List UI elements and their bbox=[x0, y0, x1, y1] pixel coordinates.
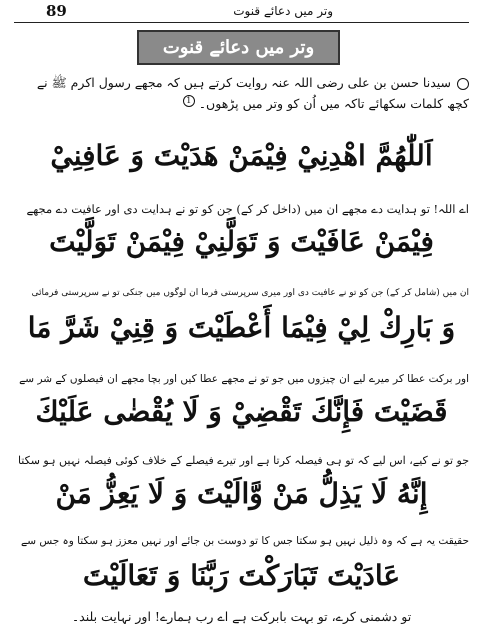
header-divider bbox=[14, 22, 469, 23]
urdu-translation-4: جو تو نے کیے، اس لیے کہ تو ہی فیصلہ کرتا ہے اور تیرے فیصلے کے خلاف کوئی فیصلہ نہیں ہو سکتا bbox=[17, 454, 469, 467]
running-title: وتر میں دعائے قنوت bbox=[233, 4, 333, 18]
section-title-box bbox=[137, 30, 340, 65]
arabic-line-1: اَللّٰهُمَّ اهْدِنِيْ فِيْمَنْ هَدَيْتَ وَ عَافِنِيْ bbox=[50, 139, 433, 172]
urdu-translation-6: تو دشمنی کرے، تو بہت بابرکت ہے اے رب ہمارے! اور نہایت بلند۔ bbox=[71, 609, 412, 624]
urdu-translation-2: ان میں (شامل کر کے) جن کو تو نے عافیت دی اور میری سرپرستی فرما ان لوگوں میں جنکی تو نے سرپرستی فرمائی bbox=[31, 288, 469, 298]
arabic-line-3: وَ بَارِكْ لِيْ فِيْمَا أَعْطَيْتَ وَ قِنِيْ شَرَّ مَا bbox=[27, 311, 456, 344]
urdu-translation-3: اور برکت عطا کر میرے لیے ان چیزوں میں جو تو نے مجھے عطا کیں اور بچا مجھے ان فیصلوں کے شر سے bbox=[19, 373, 469, 385]
footnote-marker: 1 bbox=[183, 95, 195, 107]
urdu-translation-5: حقیقت یہ ہے کہ وہ ذلیل نہیں ہو سکتا جس کا تو دوست بن جائے اور نہیں معزز ہو سکتا وہ جس سے bbox=[21, 535, 469, 547]
arabic-line-2: فِيْمَنْ عَافَيْتَ وَ تَوَلَّنِيْ فِيْمَنْ تَوَلَّيْتَ bbox=[49, 225, 434, 258]
bullet-circle-icon bbox=[457, 78, 469, 90]
arabic-line-4: قَضَيْتَ فَإِنَّكَ تَقْضِيْ وَ لَا يُقْضٰى عَلَيْكَ bbox=[35, 395, 448, 428]
intro-paragraph bbox=[16, 72, 469, 114]
section-title: وتر میں دعائے قنوت bbox=[162, 37, 315, 58]
urdu-translation-1: اے اللہ! تو ہدایت دے مجھے ان میں (داخل کر کے) جن کو تو نے ہدایت دی اور عافیت دے مجھے bbox=[26, 202, 469, 216]
intro-text: سیدنا حسن بن علی رضی اللہ عنہ روایت کرتے ہیں کہ مجھے رسول اکرم ﷺ نے کچھ کلمات سکھائے تاکہ میں اُن کو وتر میں پڑھوں۔ bbox=[36, 75, 469, 111]
page-number: 89 bbox=[46, 2, 67, 20]
arabic-line-5: إِنَّهُ لَا يَذِلُّ مَنْ وَّالَيْتَ وَ لَا يَعِزُّ مَنْ bbox=[55, 477, 428, 510]
arabic-line-6: عَادَيْتَ تَبَارَكْتَ رَبَّنَا وَ تَعَالَيْتَ bbox=[82, 559, 401, 592]
